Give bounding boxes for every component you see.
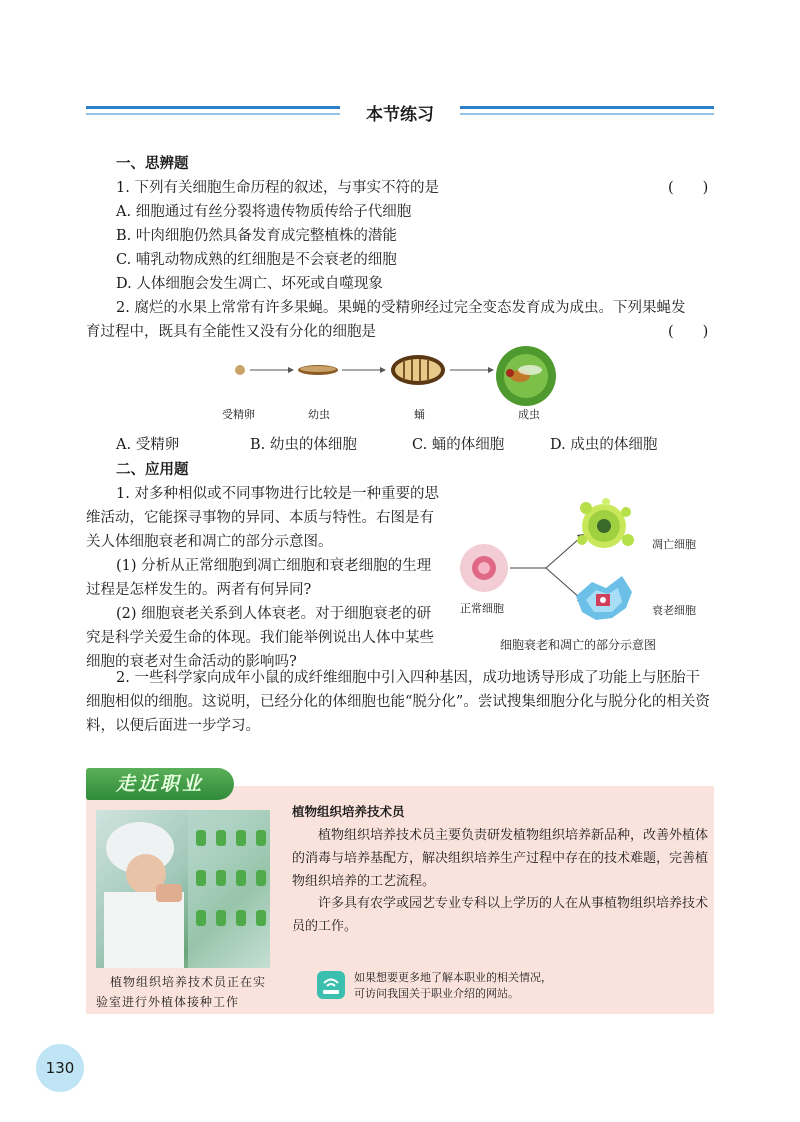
question-1-stem: 1. 下列有关细胞生命历程的叙述，与事实不符的是 — [116, 180, 439, 196]
larva-icon — [298, 365, 338, 375]
lab-photo — [96, 810, 270, 968]
question-1-option-a: A. 细胞通过有丝分裂将遗传物质传给子代细胞 — [116, 204, 412, 220]
question-2-stem-line2: 育过程中，既具有全能性又没有分化的细胞是 — [86, 324, 376, 340]
career-paragraph-1: 植物组织培养技术员主要负责研发植物组织培养新品种，改善外植体的消毒与培养基配方，解决组织培养生产过程中存在的技术难题，完善植物组织培养的工艺流程。 — [292, 828, 709, 889]
application-question-1-text: 1. 对多种相似或不同事物进行比较是一种重要的思维活动，它能探寻事物的异同、本质与特性。右图是有关人体细胞衰老和凋亡的部分示意图。 — [86, 486, 439, 550]
lab-worker-illustration — [96, 810, 270, 968]
normal-cell-label: 正常细胞 — [460, 602, 504, 615]
question-1-option-c: C. 哺乳动物成熟的红细胞是不会衰老的细胞 — [116, 252, 397, 268]
question-2-option-b: B. 幼虫的体细胞 — [250, 437, 357, 453]
section-title: 本节练习 — [340, 100, 460, 125]
page-number: 130 — [36, 1044, 84, 1092]
question-2-option-d: D. 成虫的体细胞 — [550, 437, 658, 453]
question-2-stem-line1: 2. 腐烂的水果上常常有许多果蝇。果蝇的受精卵经过完全变态发育成为成虫。下列果蝇发 — [116, 300, 686, 316]
normal-cell-icon — [460, 544, 508, 592]
career-title: 植物组织培养技术员 — [292, 804, 405, 819]
question-1-answer-paren: ( ) — [668, 180, 709, 196]
fruit-fly-life-cycle-figure — [220, 346, 590, 406]
section-heading-2: 二、应用题 — [116, 462, 189, 478]
application-question-2-text: 2. 一些科学家向成年小鼠的成纤维细胞中引入四种基因，成功地诱导形成了功能上与胚胎干细胞相似的细胞。这说明，已经分化的体细胞也能“脱分化”。尝试搜集细胞分化与脱分化的相关资料，以便后面进一步学习。 — [86, 670, 710, 734]
question-2-option-a: A. 受精卵 — [116, 437, 180, 453]
aging-cell-icon — [576, 576, 632, 620]
apoptotic-cell-label: 凋亡细胞 — [652, 538, 696, 551]
egg-icon — [235, 365, 245, 375]
stage-label-egg: 受精卵 — [222, 408, 255, 421]
stage-label-pupa: 蛹 — [414, 408, 425, 421]
photo-caption: 植物组织培养技术员正在实验室进行外植体接种工作 — [96, 975, 267, 1009]
pupa-icon — [391, 355, 445, 385]
aging-cell-label: 衰老细胞 — [652, 604, 696, 617]
cell-figure-caption: 细胞衰老和凋亡的部分示意图 — [500, 638, 657, 652]
question-2-option-c: C. 蛹的体细胞 — [412, 437, 505, 453]
question-2-answer-paren: ( ) — [668, 324, 709, 340]
adult-fly-icon — [496, 346, 556, 406]
application-question-1-sub1: (1) 分析从正常细胞到凋亡细胞和衰老细胞的生理过程是怎样发生的。两者有何异同? — [86, 558, 432, 598]
question-1-option-b: B. 叶肉细胞仍然具备发育成完整植株的潜能 — [116, 228, 397, 244]
section-heading-1: 一、思辨题 — [116, 156, 189, 172]
stage-label-larva: 幼虫 — [308, 408, 330, 421]
apoptotic-cell-icon — [577, 498, 634, 548]
career-tab: 走近职业 — [86, 768, 234, 800]
stage-label-adult: 成虫 — [518, 408, 540, 421]
web-link-icon — [316, 970, 346, 1000]
application-question-1-sub2: (2) 细胞衰老关系到人体衰老。对于细胞衰老的研究是科学关爱生命的体现。我们能举例说出人体中某些细胞的衰老对生命活动的影响吗? — [86, 606, 434, 670]
web-note-line1: 如果想要更多地了解本职业的相关情况， — [354, 971, 552, 984]
career-paragraph-2: 许多具有农学或园艺专业专科以上学历的人在从事植物组织培养技术员的工作。 — [292, 896, 709, 934]
question-1-option-d: D. 人体细胞会发生凋亡、坏死或自噬现象 — [116, 276, 383, 292]
web-note-line2: 可访问我国关于职业介绍的网站。 — [354, 987, 519, 1000]
